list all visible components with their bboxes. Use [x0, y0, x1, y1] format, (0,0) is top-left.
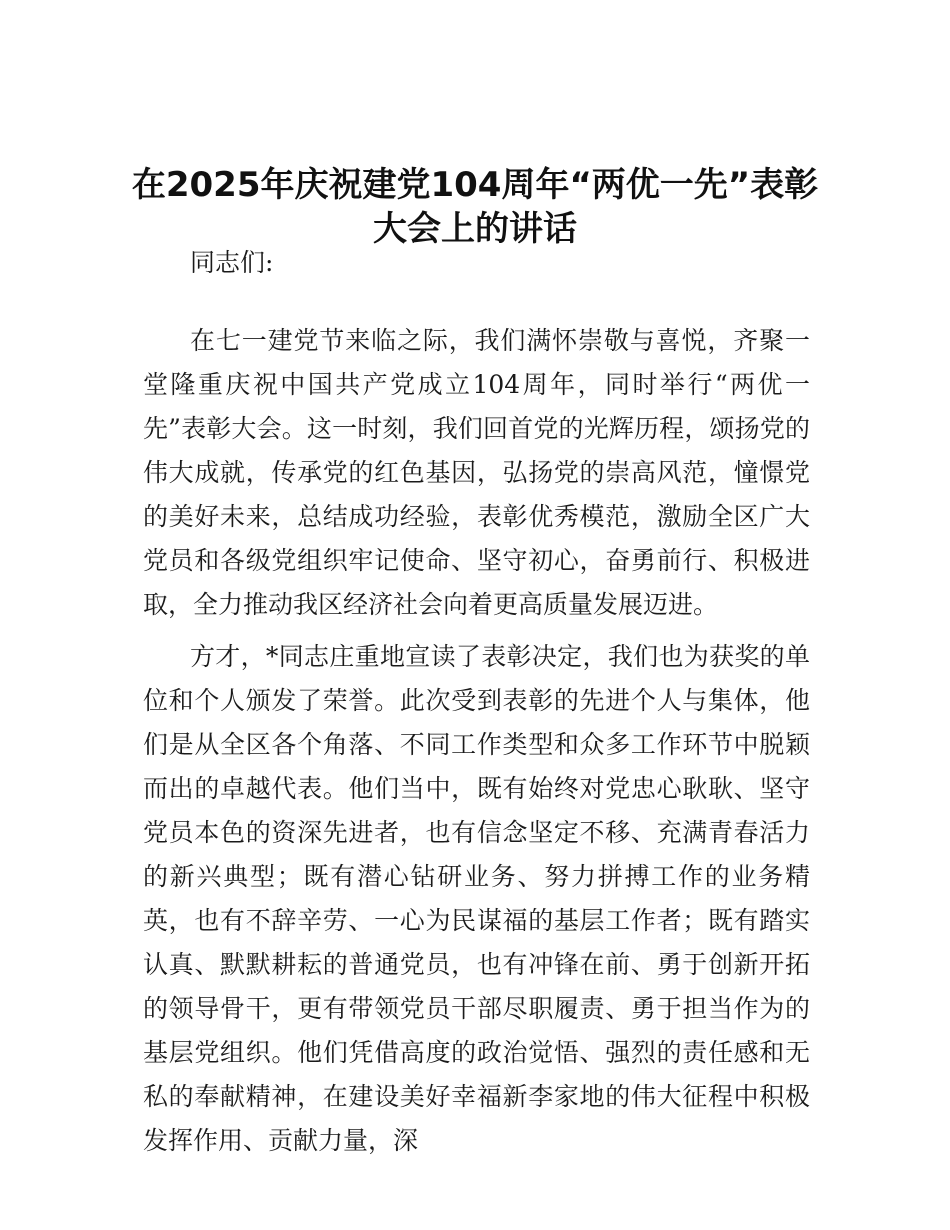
- paragraph: 方才，*同志庄重地宣读了表彰决定，我们也为获奖的单位和个人颁发了荣誉。此次受到表彰的先进个人与集体，他们是从全区各个角落、不同工作类型和众多工作环节中脱颖而出的卓越代表。他们当中，既有始终对党忠心耿耿、坚守党员本色的资深先进者，也有信念坚定不移、充满青春活力的新兴典型；既有潜心钻研业务、努力拼搏工作的业务精英，也有不辞辛劳、一心为民谋福的基层工作者；既有踏实认真、默默耕耘的普通党员，也有冲锋在前、勇于创新开拓的领导骨干，更有带领党员干部尽职履责、勇于担当作为的基层党组织。他们凭借高度的政治觉悟、强烈的责任感和无私的奉献精神，在建设美好幸福新李家地的伟大征程中积极发挥作用、贡献力量，深: [143, 642, 810, 1155]
- paragraph: 在七一建党节来临之际，我们满怀崇敬与喜悦，齐聚一堂隆重庆祝中国共产党成立104周年，同时举行“两优一先”表彰大会。这一时刻，我们回首党的光辉历程，颂扬党的伟大成就，传承党的红色基因，弘扬党的崇高风范，憧憬党的美好未来，总结成功经验，表彰优秀模范，激励全区广大党员和各级党组织牢记使命、坚守初心，奋勇前行、积极进取，全力推动我区经济社会向着更高质量发展迈进。: [143, 326, 810, 619]
- salutation: 同志们:: [190, 248, 274, 277]
- document-title: 在2025年庆祝建党104周年“两优一先”表彰大会上的讲话: [131, 165, 819, 249]
